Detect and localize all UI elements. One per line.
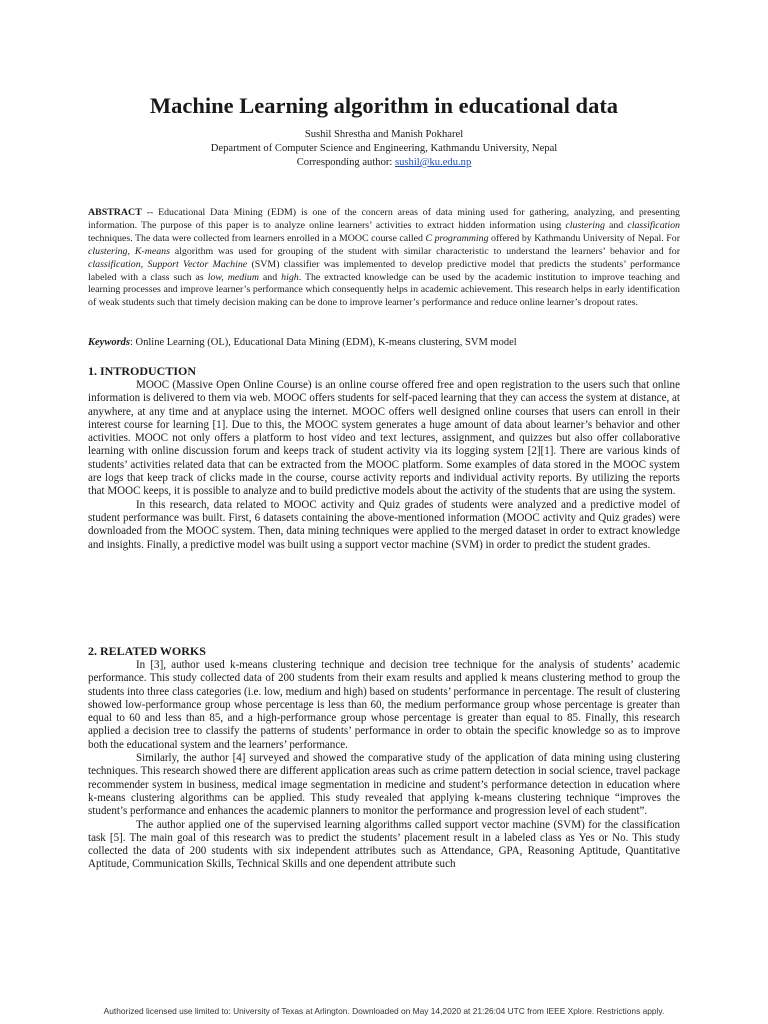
abstract-emphasis: low, medium: [207, 271, 259, 283]
abstract-emphasis: clustering, K-means: [88, 245, 170, 257]
abstract-emphasis: C programming: [425, 232, 489, 244]
abstract-text: techniques. The data were collected from learners enrolled in a MOOC course called: [88, 232, 426, 244]
paragraph: In [3], author used k-means clustering technique and decision tree technique for the analysis of students’ academic performance. This study collected data of 200 students from their exam results and applied k means clustering method to group the students into three class categories (i.e. low, medium and high) based on students’ performance in percentage. The result of clustering showed low-performance group whose percentage is less than 60, the medium performance group whose percentage is greater than equal to 60 and less than 85, and a high-performance group whose percentage is greater than equal to 85. Finally, this research applied a decision tree to classify the patterns of students’ performance in order to obtain the specific knowledge so as to improve both the educational system and the learners’ performance.: [88, 659, 680, 751]
abstract-label: ABSTRACT: [88, 207, 142, 218]
section-heading-introduction: 1. INTRODUCTION: [88, 364, 197, 378]
author-names: Sushil Shrestha and Manish Pokharel: [304, 129, 464, 140]
abstract: [88, 207, 680, 310]
abstract-text: and: [604, 219, 628, 231]
abstract-text: and: [258, 271, 282, 283]
abstract-text: (SVM) classifier was implemented to develop predictive model that predicts the students’ performance labeled with a class such as: [88, 258, 680, 283]
affiliation: Department of Computer Science and Engineering, Kathmandu University, Nepal: [210, 143, 558, 154]
author-block: [88, 128, 680, 170]
section-related-works-body: [88, 659, 680, 872]
keywords: [88, 336, 680, 350]
section-introduction-body: [88, 379, 680, 552]
keywords-label: Keywords: [88, 337, 130, 348]
corresponding-label: Corresponding author:: [296, 157, 395, 168]
paper-title: Machine Learning algorithm in educational data: [149, 93, 619, 118]
corresponding-email-link[interactable]: sushil@ku.edu.np: [395, 157, 472, 168]
paragraph: The author applied one of the supervised learning algorithms called support vector machine (SVM) for the classification task [5]. The main goal of this research was to predict the students’ placement result in a labeled class as Yes or No. This study collected the data of 200 students with six independent attributes such as Attendance, GPA, Reasoning Aptitude, Quantitative Aptitude, Communication Skills, Technical Skills and one dependent attribute such: [88, 818, 680, 871]
abstract-text: offered by Kathmandu University of Nepal. For: [488, 232, 680, 244]
abstract-text: algorithm was used for grouping of the student with similar characteristic to understand the learners’ behavior and for: [169, 245, 680, 257]
ieee-license-footer: Authorized licensed use limited to: University of Texas at Arlington. Downloaded on May 14,2020 at 21:26:04 UTC from IEEE Xplore. Restrictions apply.: [103, 1006, 665, 1016]
paragraph: In this research, data related to MOOC activity and Quiz grades of students were analyzed and a predictive model of student performance was built. First, 6 datasets containing the above-mentioned information (MOOC activity and Quiz grades) were downloaded from the MOOC system. Then, data mining techniques were applied to the merged dataset in order to extract knowledge and insights. Finally, a predictive model was built using a support vector machine (SVM) in order to predict the student grades.: [88, 498, 680, 551]
abstract-emphasis: clustering: [565, 219, 605, 231]
keywords-text: : Online Learning (OL), Educational Data Mining (EDM), K-means clustering, SVM model: [130, 337, 517, 348]
paragraph: MOOC (Massive Open Online Course) is an online course offered free and open registration to the users such that online information is delivered to them via web. MOOC offers students for self-paced learning that they can access the system at distance, at anywhere, at any time and at anyplace using the internet. MOOC offers well designed online courses that users can enroll in their interest course for learning [1]. Due to this, the MOOC system generates a huge amount of data about learner’s behavior and other activities. MOOC not only offers a platform to host video and text lectures, assignment, and quizzes but also offer collaborative learning with online discussion forum and keeps track of student activity via its logging system [2][1]. There are various kinds of students’ activities related data that can be extracted from the MOOC platform. Some examples of data stored in the MOOC system are logs that keep track of clicks made in the course, course activity reports and individual activity reports. By utilizing the reports that MOOC keeps, it is possible to analyze and to build predictive models about the activity of the students that are using the system.: [88, 379, 680, 498]
abstract-emphasis: classification, Support Vector Machine: [88, 258, 248, 270]
paragraph: Similarly, the author [4] surveyed and showed the comparative study of the application of data mining using clustering techniques. This research showed there are different application areas such as crime pattern detection in social science, travel package recommender system in business, medical image segmentation in medicine and student’s performance detection in education where k-means clustering algorithms can be applied. This study revealed that applying k-means clustering technique “improves the student’s performance and enhances the academic planners to monitor the performance and progression level of each student”.: [88, 752, 680, 818]
abstract-text: . The extracted knowledge can be used by the academic institution to improve teaching and learning processes and improve learner’s performance which consequently helps in academic achievement. This research helps in early identification of weak students such that timely decision making can be done to improve learner’s performance and reduce online learner’s dropout rates.: [88, 271, 680, 309]
abstract-text: -- Educational Data Mining (EDM) is one of the concern areas of data mining used for gathering, analyzing, and presenting information. The purpose of this paper is to analyze online learners’ activities to extract hidden information using: [88, 207, 680, 231]
corresponding-author: [88, 156, 680, 170]
section-heading-related-works: 2. RELATED WORKS: [88, 644, 206, 658]
abstract-emphasis: high: [281, 271, 299, 283]
abstract-emphasis: classification: [627, 219, 680, 231]
